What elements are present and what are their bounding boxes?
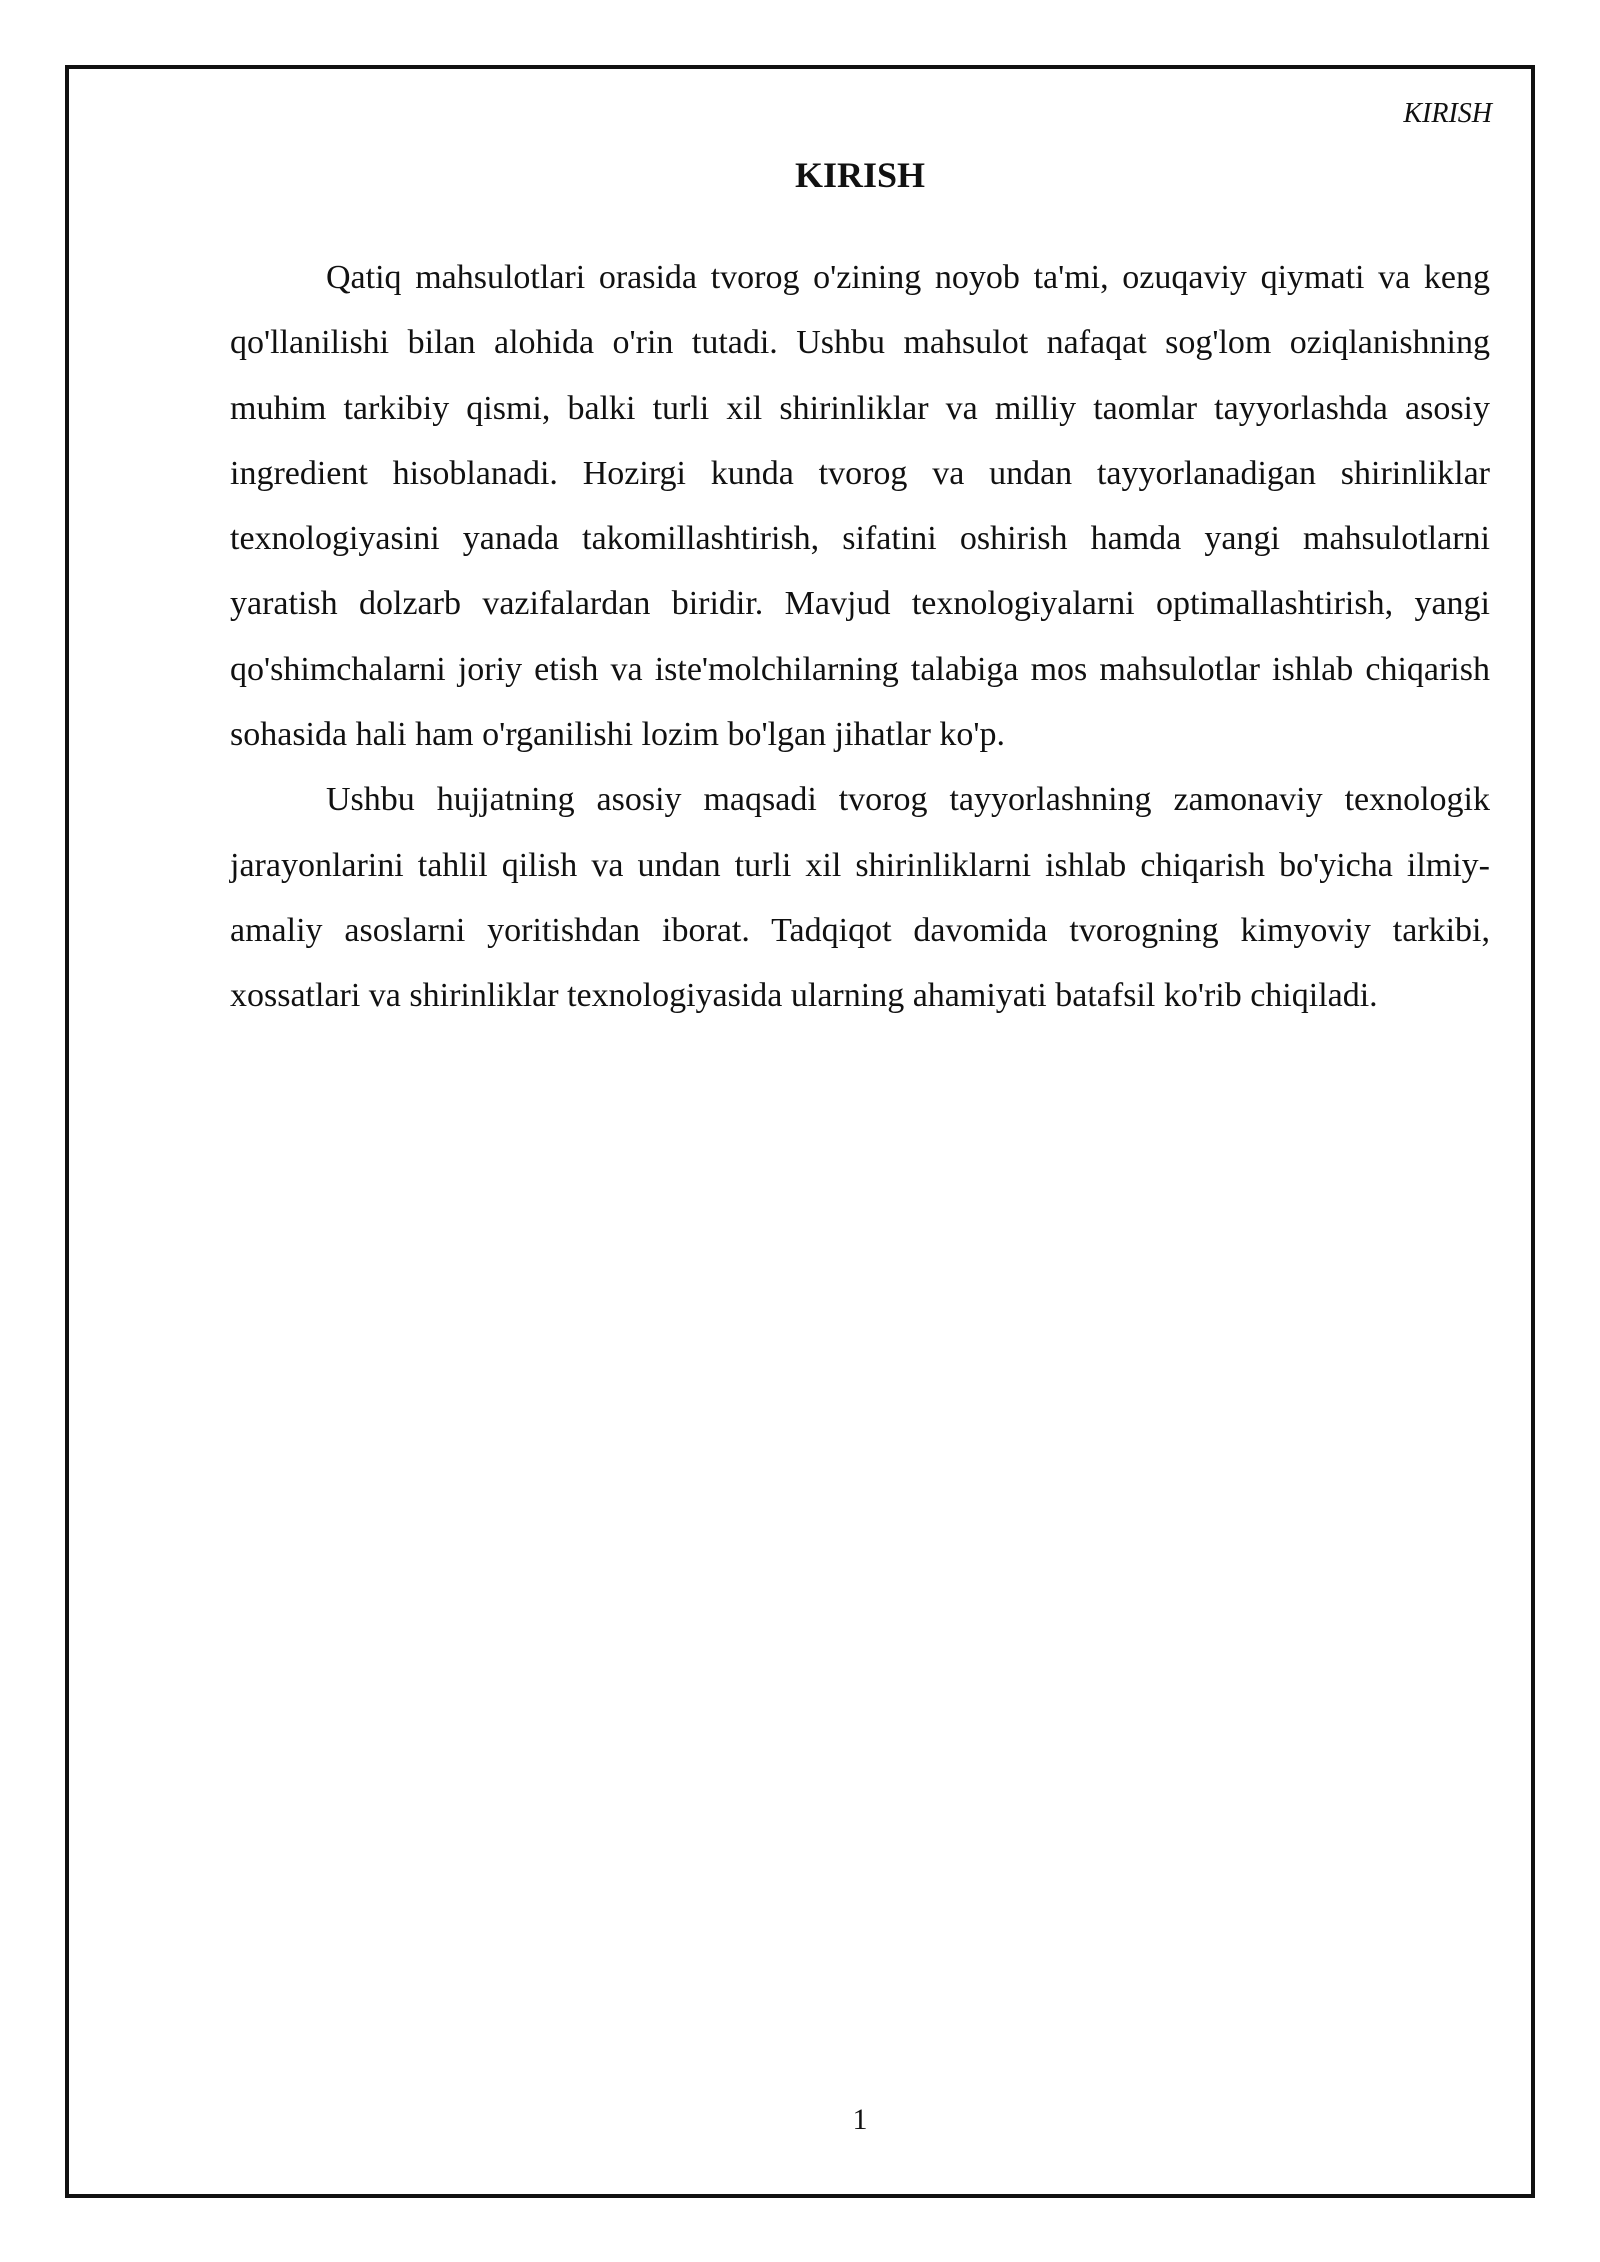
body-text	[230, 245, 1490, 1029]
paragraph-1: Qatiq mahsulotlari orasida tvorog o'zining noyob ta'mi, ozuqaviy qiymati va keng qo'llanilishi bilan alohida o'rin tutadi. Ushbu mahsulot nafaqat sog'lom oziqlanishning muhim tarkibiy qismi, balki turli xil shirinliklar va milliy taomlar tayyorlashda asosiy ingredient hisoblanadi. Hozirgi kunda tvorog va undan tayyorlanadigan shirinliklar texnologiyasini yanada takomillashtirish, sifatini oshirish hamda yangi mahsulotlarni yaratish dolzarb vazifalardan biridir. Mavjud texnologiyalarni optimallashtirish, yangi qo'shimchalarni joriy etish va iste'molchilarning talabiga mos mahsulotlar ishlab chiqarish sohasida hali ham o'rganilishi lozim bo'lgan jihatlar ko'p.	[230, 259, 1490, 754]
page-number: 1	[852, 2103, 868, 2136]
paragraph-2: Ushbu hujjatning asosiy maqsadi tvorog tayyorlashning zamonaviy texnologik jarayonlarini tahlil qilish va undan turli xil shirinliklarni ishlab chiqarish bo'yicha ilmiy-amaliy asoslarni yoritishdan iborat. Tadqiqot davomida tvorogning kimyoviy tarkibi, xossatlari va shirinliklar texnologiyasida ularning ahamiyati batafsil ko'rib chiqiladi.	[230, 781, 1490, 1015]
running-header: KIRISH	[1403, 98, 1492, 129]
section-title: KIRISH	[794, 155, 926, 195]
